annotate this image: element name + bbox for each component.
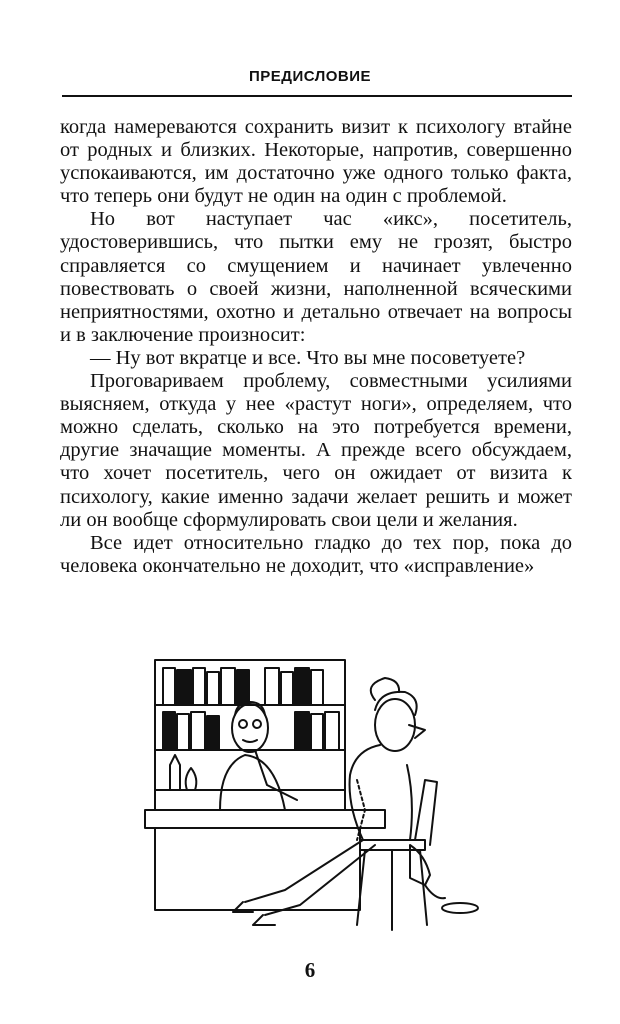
- paragraph-5: Все идет относительно гладко до тех пор, пока до человека окончательно не доходит, что «исправление»: [60, 531, 572, 577]
- psychologist-head: [232, 704, 268, 752]
- body-text: [60, 116, 572, 578]
- paragraph-1: когда намереваются сохранить визит к психологу втайне от родных и близких. Некоторые, напротив, совершенно успокаиваются, им достаточно уже одного только факта, что теперь они будут не один на один с проблемой.: [60, 116, 572, 208]
- cartoon-psychologist-visitor-icon: [125, 640, 565, 940]
- page-number: 6: [304, 958, 316, 982]
- header-rule: [62, 95, 572, 97]
- running-header: ПРЕДИСЛОВИЕ: [248, 68, 372, 85]
- paragraph-4: Проговариваем проблему, совместными усилиями выясняем, откуда у нее «растут ноги», определяем, что можно сделать, сколько на это потребуется времени, другие значащие моменты. А прежде всего обсуждаем, что хочет посетитель, чего он ожидает от визита к психологу, какие именно задачи желает решить и может ли он вообще сформулировать свои цели и желания.: [60, 370, 572, 531]
- paragraph-3: — Ну вот вкратце и все. Что вы мне посоветуете?: [90, 346, 526, 369]
- paragraph-2: Но вот наступает час «икс», посетитель, удостоверившись, что пытки ему не грозят, быстро справляется со смущением и начинает увлеченно повествовать о своей жизни, наполненной всяческими неприятностями, охотно и детально отвечает на вопросы и в заключение произносит:: [60, 208, 572, 346]
- cartoon-illustration: [125, 640, 565, 940]
